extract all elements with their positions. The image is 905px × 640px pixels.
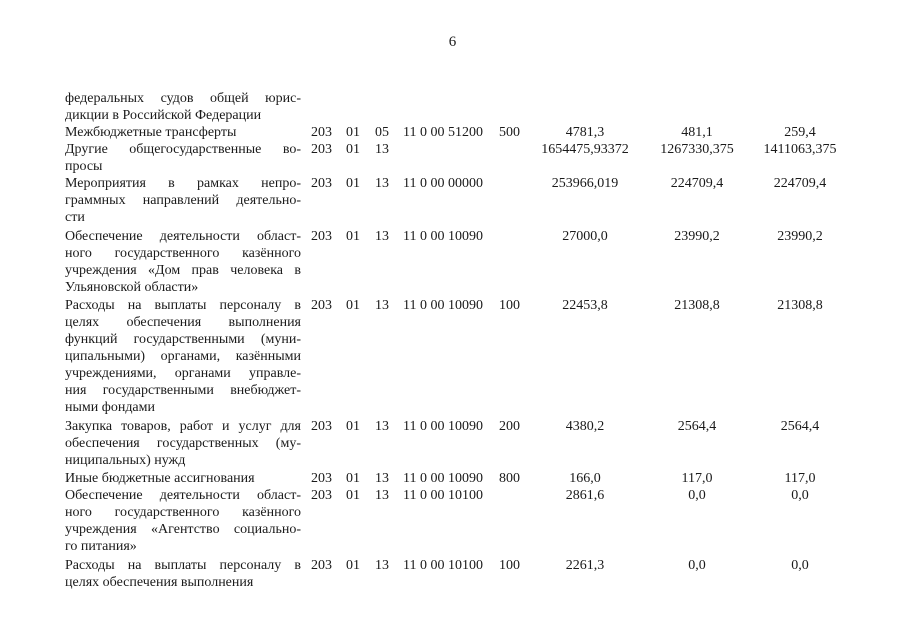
row-amount-year-1: 166,0 <box>569 471 601 486</box>
row-amount-year-2: 23990,2 <box>674 229 720 244</box>
row-target-article-code: 11 0 00 10090 <box>403 471 483 486</box>
row-amount-year-3: 1411063,375 <box>763 142 837 157</box>
row-name <box>65 487 301 555</box>
row-name <box>65 418 301 469</box>
row-name-line: го питания» <box>65 539 137 554</box>
row-name-line: федеральных судов общей юрис- <box>65 91 301 106</box>
row-subsection-code: 13 <box>375 142 389 157</box>
row-name <box>65 175 301 226</box>
row-name-line: Закупка товаров, работ и услуг для <box>65 419 301 434</box>
row-name <box>65 124 301 141</box>
row-amount-year-3: 2564,4 <box>780 419 820 434</box>
row-amount-year-3: 0,0 <box>791 488 809 503</box>
row-amount-year-3: 23990,2 <box>777 229 823 244</box>
row-ved-code: 203 <box>311 558 332 573</box>
row-name-line: учреждения «Агентство социально- <box>65 522 301 537</box>
row-expense-type-code: 100 <box>499 558 520 573</box>
row-amount-year-1: 4380,2 <box>565 419 605 434</box>
row-ved-code: 203 <box>311 125 332 140</box>
row-name-line: целях обеспечения выполнения <box>65 575 254 590</box>
row-name <box>65 470 301 487</box>
row-name-line: ного государственного казённого <box>65 246 301 261</box>
row-name-line: сти <box>65 210 85 225</box>
row-expense-type-code: 800 <box>499 471 520 486</box>
row-expense-type-code: 200 <box>499 419 520 434</box>
row-ved-code: 203 <box>311 142 332 157</box>
row-amount-year-1: 2261,3 <box>565 558 605 573</box>
row-name-line: граммных направлений деятельно- <box>65 193 301 208</box>
row-name-line: обеспечения государственных (му- <box>65 436 301 451</box>
row-name-line: ного государственного казённого <box>65 505 301 520</box>
row-name-line: просы <box>65 159 103 174</box>
row-amount-year-2: 117,0 <box>681 471 713 486</box>
row-target-article-code: 11 0 00 10090 <box>403 229 483 244</box>
row-subsection-code: 13 <box>375 229 389 244</box>
row-expense-type-code: 500 <box>499 125 520 140</box>
row-name <box>65 141 301 175</box>
row-amount-year-3: 0,0 <box>791 558 809 573</box>
row-ved-code: 203 <box>311 298 332 313</box>
row-name-line: Расходы на выплаты персоналу в <box>65 298 301 313</box>
row-subsection-code: 13 <box>375 471 389 486</box>
row-target-article-code: 11 0 00 10090 <box>403 298 483 313</box>
row-section-code: 01 <box>346 125 360 140</box>
row-amount-year-3: 224709,4 <box>773 176 827 191</box>
row-target-article-code: 11 0 00 10090 <box>403 419 483 434</box>
row-amount-year-1: 22453,8 <box>562 298 608 313</box>
row-name-line: Межбюджетные трансферты <box>65 125 237 140</box>
row-name <box>65 297 301 416</box>
row-name-line: функций государственными (муни- <box>65 332 301 347</box>
row-name <box>65 90 301 124</box>
row-ved-code: 203 <box>311 471 332 486</box>
row-subsection-code: 13 <box>375 558 389 573</box>
row-name-line: ными фондами <box>65 400 156 415</box>
row-expense-type-code: 100 <box>499 298 520 313</box>
row-subsection-code: 13 <box>375 298 389 313</box>
row-amount-year-2: 481,1 <box>681 125 713 140</box>
row-subsection-code: 13 <box>375 176 389 191</box>
row-section-code: 01 <box>346 298 360 313</box>
row-name-line: Обеспечение деятельности област- <box>65 488 301 503</box>
row-section-code: 01 <box>346 419 360 434</box>
row-amount-year-2: 0,0 <box>688 558 706 573</box>
row-ved-code: 203 <box>311 229 332 244</box>
row-target-article-code: 11 0 00 51200 <box>403 125 483 140</box>
row-amount-year-1: 253966,019 <box>551 176 619 191</box>
row-amount-year-3: 259,4 <box>784 125 816 140</box>
row-target-article-code: 11 0 00 00000 <box>403 176 483 191</box>
row-amount-year-2: 21308,8 <box>674 298 720 313</box>
row-name-line: целях обеспечения выполнения <box>65 315 301 330</box>
row-name <box>65 228 301 296</box>
row-amount-year-3: 117,0 <box>784 471 816 486</box>
row-amount-year-3: 21308,8 <box>777 298 823 313</box>
row-target-article-code: 11 0 00 10100 <box>403 488 483 503</box>
row-ved-code: 203 <box>311 488 332 503</box>
row-section-code: 01 <box>346 142 360 157</box>
row-subsection-code: 05 <box>375 125 389 140</box>
row-section-code: 01 <box>346 229 360 244</box>
row-name-line: учреждениями, органами управле- <box>65 366 301 381</box>
row-name-line: дикции в Российской Федерации <box>65 108 262 123</box>
row-ved-code: 203 <box>311 419 332 434</box>
row-subsection-code: 13 <box>375 419 389 434</box>
row-name-line: ципальными) органами, казёнными <box>65 349 301 364</box>
row-name-line: ниципальных) нужд <box>65 453 186 468</box>
row-amount-year-2: 224709,4 <box>670 176 724 191</box>
row-ved-code: 203 <box>311 176 332 191</box>
row-name-line: Другие общегосударственные во- <box>65 142 301 157</box>
row-name-line: ния государственными внебюджет- <box>65 383 301 398</box>
row-name-line: Иные бюджетные ассигнования <box>65 471 255 486</box>
row-amount-year-2: 2564,4 <box>677 419 717 434</box>
row-subsection-code: 13 <box>375 488 389 503</box>
row-name <box>65 557 301 591</box>
row-amount-year-2: 1267330,375 <box>660 142 734 157</box>
row-section-code: 01 <box>346 471 360 486</box>
row-section-code: 01 <box>346 488 360 503</box>
row-name-line: Мероприятия в рамках непро- <box>65 176 301 191</box>
row-section-code: 01 <box>346 176 360 191</box>
row-name-line: Ульяновской области» <box>65 280 199 295</box>
row-amount-year-1: 27000,0 <box>562 229 608 244</box>
row-name-line: Расходы на выплаты персоналу в <box>65 558 301 573</box>
row-name-line: учреждения «Дом прав человека в <box>65 263 301 278</box>
row-amount-year-2: 0,0 <box>688 488 706 503</box>
row-target-article-code: 11 0 00 10100 <box>403 558 483 573</box>
row-name-line: Обеспечение деятельности област- <box>65 229 301 244</box>
row-section-code: 01 <box>346 558 360 573</box>
page-number: 6 <box>448 34 457 50</box>
row-amount-year-1: 1654475,93372 <box>541 142 629 157</box>
row-amount-year-1: 4781,3 <box>565 125 605 140</box>
row-amount-year-1: 2861,6 <box>565 488 605 503</box>
